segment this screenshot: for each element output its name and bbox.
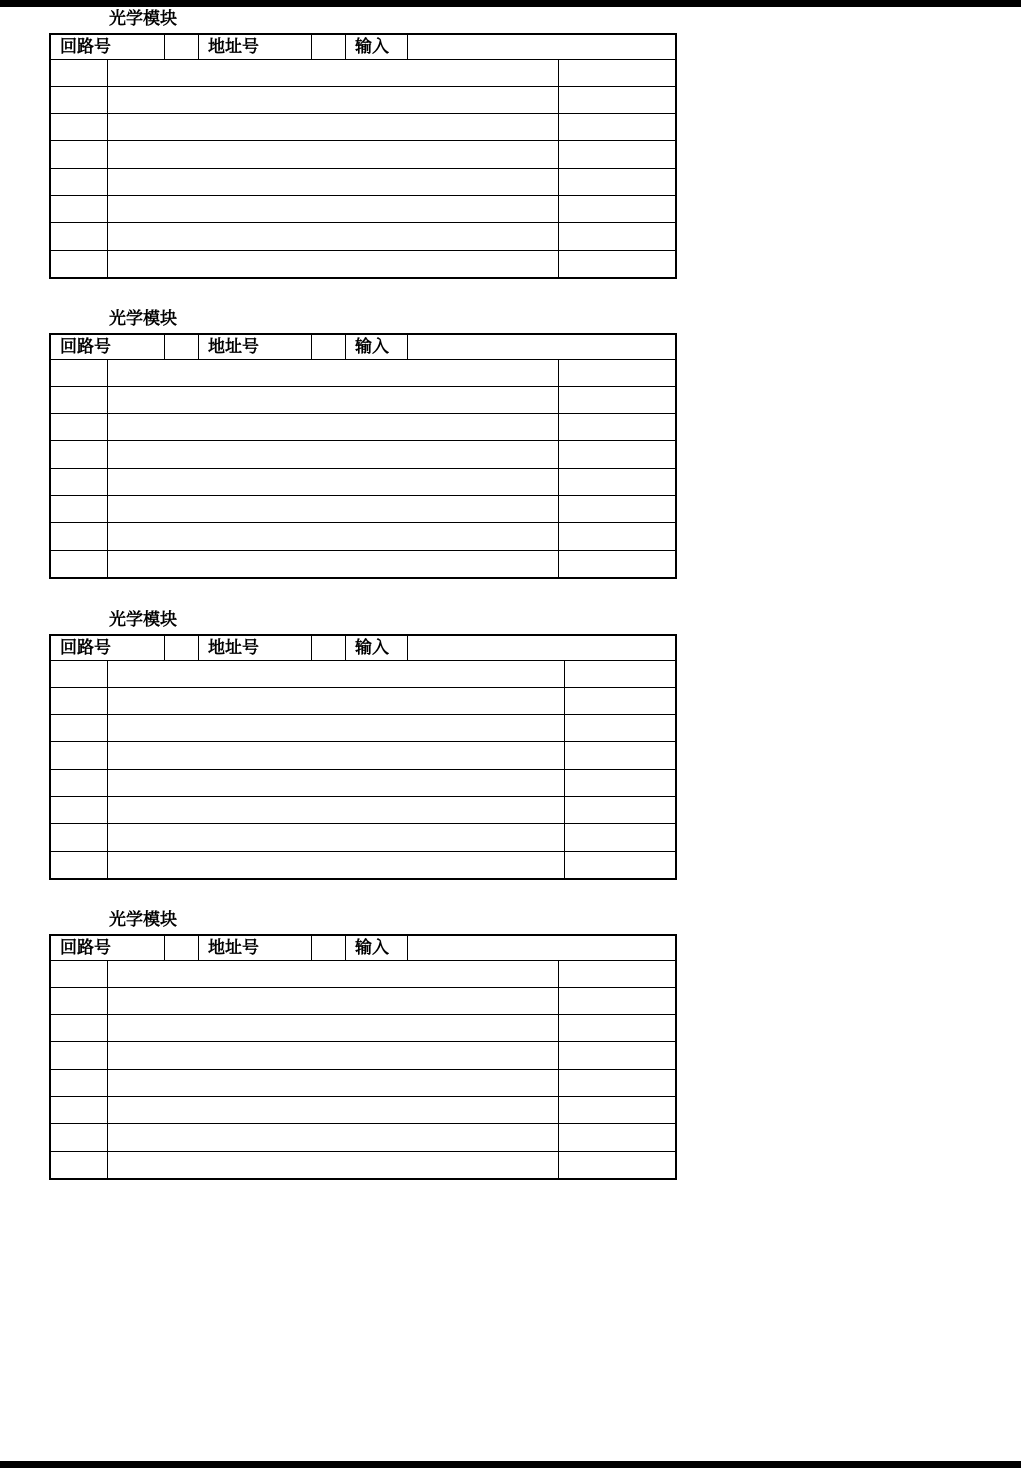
address-label: 地址号	[208, 938, 259, 958]
address-label: 地址号	[208, 337, 259, 357]
table-row	[51, 1041, 675, 1042]
table-row	[51, 1096, 675, 1097]
address-value-field[interactable]	[312, 335, 345, 360]
input-label: 输入	[355, 938, 389, 958]
address-label: 地址号	[208, 638, 259, 658]
optical-module-1	[49, 9, 677, 279]
module-grid	[51, 661, 675, 878]
module-header-row	[51, 35, 675, 60]
table-row	[51, 1069, 675, 1070]
table-row	[51, 168, 675, 169]
input-label: 输入	[355, 638, 389, 658]
module-title: 光学模块	[109, 910, 177, 930]
input-value-field[interactable]	[408, 335, 675, 360]
table-row	[51, 550, 675, 551]
module-title: 光学模块	[109, 610, 177, 630]
optical-module-4	[49, 910, 677, 1180]
loop-label: 回路号	[60, 337, 111, 357]
module-table	[49, 333, 677, 579]
table-row	[51, 741, 675, 742]
module-header-row	[51, 936, 675, 961]
table-row	[51, 687, 675, 688]
input-label: 输入	[355, 37, 389, 57]
module-table	[49, 634, 677, 880]
module-table	[49, 934, 677, 1180]
table-row	[51, 86, 675, 87]
table-row	[51, 522, 675, 523]
bottom-border-rule	[0, 1461, 1021, 1468]
loop-value-field[interactable]	[165, 35, 198, 60]
address-value-field[interactable]	[312, 35, 345, 60]
loop-label: 回路号	[60, 37, 111, 57]
module-header-row	[51, 636, 675, 661]
address-value-field[interactable]	[312, 936, 345, 961]
module-grid	[51, 60, 675, 277]
input-value-field[interactable]	[408, 936, 675, 961]
table-row	[51, 823, 675, 824]
table-row	[51, 796, 675, 797]
module-grid	[51, 360, 675, 577]
module-title: 光学模块	[109, 309, 177, 329]
optical-module-2	[49, 309, 677, 579]
top-border-rule	[0, 0, 1021, 7]
table-row	[51, 851, 675, 852]
loop-label: 回路号	[60, 938, 111, 958]
module-table	[49, 33, 677, 279]
loop-value-field[interactable]	[165, 936, 198, 961]
loop-value-field[interactable]	[165, 335, 198, 360]
table-row	[51, 468, 675, 469]
table-row	[51, 714, 675, 715]
module-header-row	[51, 335, 675, 360]
table-row	[51, 1014, 675, 1015]
module-title: 光学模块	[109, 9, 177, 29]
loop-value-field[interactable]	[165, 636, 198, 661]
table-row	[51, 413, 675, 414]
table-row	[51, 195, 675, 196]
table-row	[51, 222, 675, 223]
module-grid	[51, 961, 675, 1178]
loop-label: 回路号	[60, 638, 111, 658]
table-row	[51, 386, 675, 387]
table-row	[51, 440, 675, 441]
input-value-field[interactable]	[408, 35, 675, 60]
table-row	[51, 250, 675, 251]
address-value-field[interactable]	[312, 636, 345, 661]
table-row	[51, 1123, 675, 1124]
table-row	[51, 113, 675, 114]
table-row	[51, 769, 675, 770]
input-value-field[interactable]	[408, 636, 675, 661]
table-row	[51, 140, 675, 141]
table-row	[51, 495, 675, 496]
optical-module-3	[49, 610, 677, 880]
table-row	[51, 1151, 675, 1152]
input-label: 输入	[355, 337, 389, 357]
address-label: 地址号	[208, 37, 259, 57]
table-row	[51, 987, 675, 988]
